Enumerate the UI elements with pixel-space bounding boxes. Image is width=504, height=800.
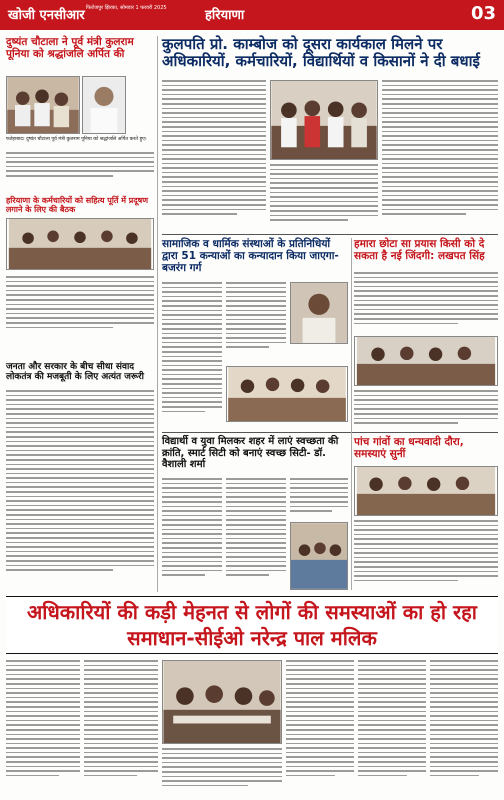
headline-center-low: विद्यार्थी व युवा मिलकर शहर में लाएं स्वच्छता की क्रांति, स्मार्ट सिटी को बनाएं स्वच्छ सिटी- डॉ. वैशाली शर्मा <box>162 436 339 470</box>
article-right-mid-tail <box>354 390 498 428</box>
headline-left-sub-caption: हरियाणा के कर्मचारियों को सहित्य पूर्ति में प्रदूषण लगाने के लिए की बैठक <box>6 196 149 215</box>
headline-banner: अधिकारियों की कड़ी मेहनत से लोगों की समस्याओं का हो रहा समाधान-सीईओ नरेन्द्र पाल मलिक <box>27 600 477 650</box>
article-bottom-col3 <box>162 748 282 794</box>
article-left-top-body <box>6 152 154 192</box>
article-bottom-col1 <box>6 660 80 794</box>
section-divider-2 <box>162 432 498 433</box>
article-bottom-col4 <box>286 660 354 794</box>
caption-left-top: फतेहाबाद। दुष्यंत चौटाला पूर्व मंत्री कुलराम पूनिया को श्रद्धांजलि अर्पित करते हुए। <box>6 137 147 142</box>
portrait-photo-mid-icon <box>290 282 348 344</box>
article-right-low-body <box>354 520 498 590</box>
article-mid-col2 <box>226 282 286 362</box>
date-line: फिरोजपुर झिरका, सोमवार 1 फरवरी 2025 <box>86 5 167 11</box>
section-title: हरियाणा <box>205 8 245 23</box>
meeting-photo-icon <box>6 218 154 270</box>
article-bottom-col6 <box>430 660 498 794</box>
article-bottom-col2 <box>84 660 158 794</box>
headline-main: कुलपति प्रो. काम्बोज को दूसरा कार्यकाल मिलने पर अधिकारियों, कर्मचारियों, विद्यार्थियों व किसानों ने दी बधाई <box>162 35 480 71</box>
official-meeting-photo-icon <box>162 660 282 744</box>
article-left-mid-body <box>6 276 154 360</box>
paper-name: खोजी एनसीआर <box>8 8 85 23</box>
article-main-col2 <box>270 164 378 230</box>
article-right-mid-body <box>354 272 498 332</box>
page-number: 03 <box>470 3 496 24</box>
banner-headline-box <box>6 596 498 654</box>
article-low-col1 <box>162 478 222 590</box>
group-photo-icon <box>6 76 80 134</box>
group-photo-main-icon <box>270 80 378 160</box>
event-photo-icon <box>226 366 348 422</box>
article-left-lower-body <box>6 390 154 590</box>
headline-right-mid: हमारा छोटा सा प्रयास किसी को दे सकता है नई जिंदगी: लखपत सिंह <box>354 238 485 263</box>
article-low-col2 <box>226 478 286 590</box>
portrait-photo-icon <box>82 76 126 134</box>
column-rule-2 <box>351 238 352 590</box>
article-main-col3 <box>382 80 498 230</box>
headline-left-top: दुष्यंत चौटाला ने पूर्व मंत्री कुलराम पूनिया को श्रद्धांजलि अर्पित की <box>6 36 134 61</box>
article-bottom-col5 <box>358 660 426 794</box>
headline-right-low: पांच गांवों का धन्यवादी दौरा, समस्याएं सुनीं <box>354 436 464 461</box>
column-rule <box>157 36 158 592</box>
masthead <box>0 0 504 30</box>
article-low-col3 <box>290 478 348 518</box>
article-mid-col1 <box>162 282 222 428</box>
headline-left-mid: सामाजिक व धार्मिक संस्थाओं के प्रतिनिधियों द्वारा 51 कन्याओं का कन्यादान किया जाएगा- बजरंग गर्ग <box>162 238 339 275</box>
headline-left-sub: जनता और सरकार के बीच सीधा संवाद लोकतंत्र की मजबूती के लिए अत्यंत जरूरी <box>6 362 144 383</box>
article-main-col1 <box>162 80 266 230</box>
blood-donation-photo-icon <box>354 336 498 386</box>
village-visit-photo-icon <box>354 466 498 516</box>
students-photo-icon <box>290 522 348 590</box>
section-divider <box>162 234 498 235</box>
